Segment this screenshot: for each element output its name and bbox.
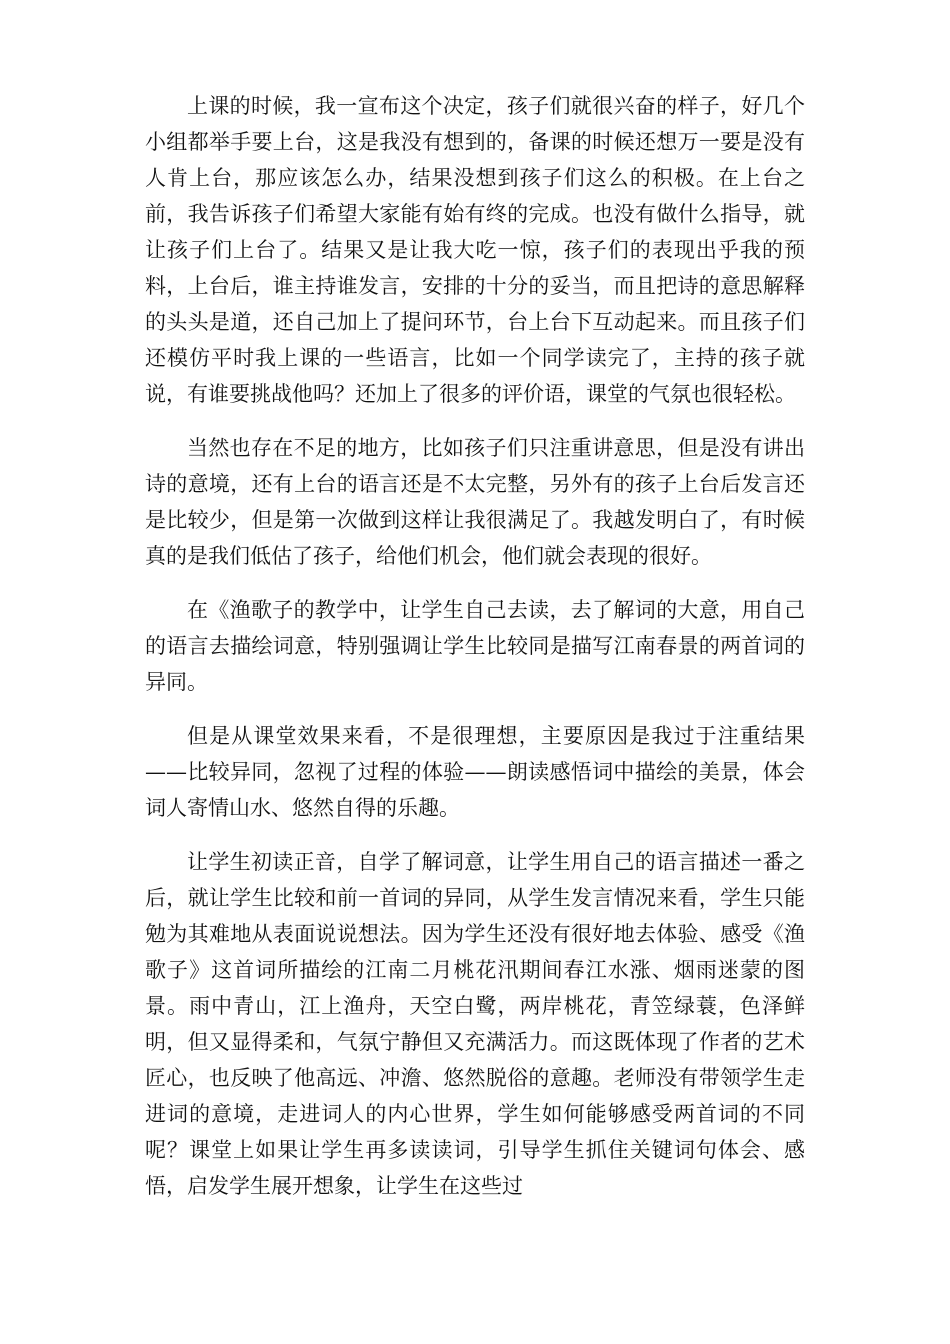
paragraph: 但是从课堂效果来看，不是很理想，主要原因是我过于注重结果——比较异同，忽视了过程的体验——朗读感悟词中描绘的美景，体会词人寄情山水、悠然自得的乐趣。: [145, 724, 805, 820]
document-body: [145, 88, 805, 1222]
paragraph: 上课的时候，我一宣布这个决定，孩子们就很兴奋的样子，好几个小组都举手要上台，这是我没有想到的，备课的时候还想万一要是没有人肯上台，那应该怎么办，结果没想到孩子们这么的积极。在上台之前，我告诉孩子们希望大家能有始有终的完成。也没有做什么指导，就让孩子们上台了。结果又是让我大吃一惊，孩子们的表现出乎我的预料，上台后，谁主持谁发言，安排的十分的妥当，而且把诗的意思解释的头头是道，还自己加上了提问环节，台上台下互动起来。而且孩子们还模仿平时我上课的一些语言，比如一个同学读完了，主持的孩子就说，有谁要挑战他吗？还加上了很多的评价语，课堂的气氛也很轻松。: [145, 94, 805, 406]
paragraph: 当然也存在不足的地方，比如孩子们只注重讲意思，但是没有讲出诗的意境，还有上台的语言还是不太完整，另外有的孩子上台后发言还是比较少，但是第一次做到这样让我很满足了。我越发明白了，有时候真的是我们低估了孩子，给他们机会，他们就会表现的很好。: [145, 436, 805, 568]
paragraph: 在《渔歌子的教学中，让学生自己去读，去了解词的大意，用自己的语言去描绘词意，特别强调让学生比较同是描写江南春景的两首词的异同。: [145, 598, 805, 694]
paragraph: 让学生初读正音，自学了解词意，让学生用自己的语言描述一番之后，就让学生比较和前一首词的异同，从学生发言情况来看，学生只能勉为其难地从表面说说想法。因为学生还没有很好地去体验、感受《渔歌子》这首词所描绘的江南二月桃花汛期间春江水涨、烟雨迷蒙的图景。雨中青山，江上渔舟，天空白鹭，两岸桃花，青笠绿蓑，色泽鲜明，但又显得柔和，气氛宁静但又充满活力。而这既体现了作者的艺术匠心，也反映了他高远、冲澹、悠然脱俗的意趣。老师没有带领学生走进词的意境，走进词人的内心世界，学生如何能够感受两首词的不同呢？课堂上如果让学生再多读读词，引导学生抓住关键词句体会、感悟，启发学生展开想象，让学生在这些过: [145, 850, 805, 1198]
